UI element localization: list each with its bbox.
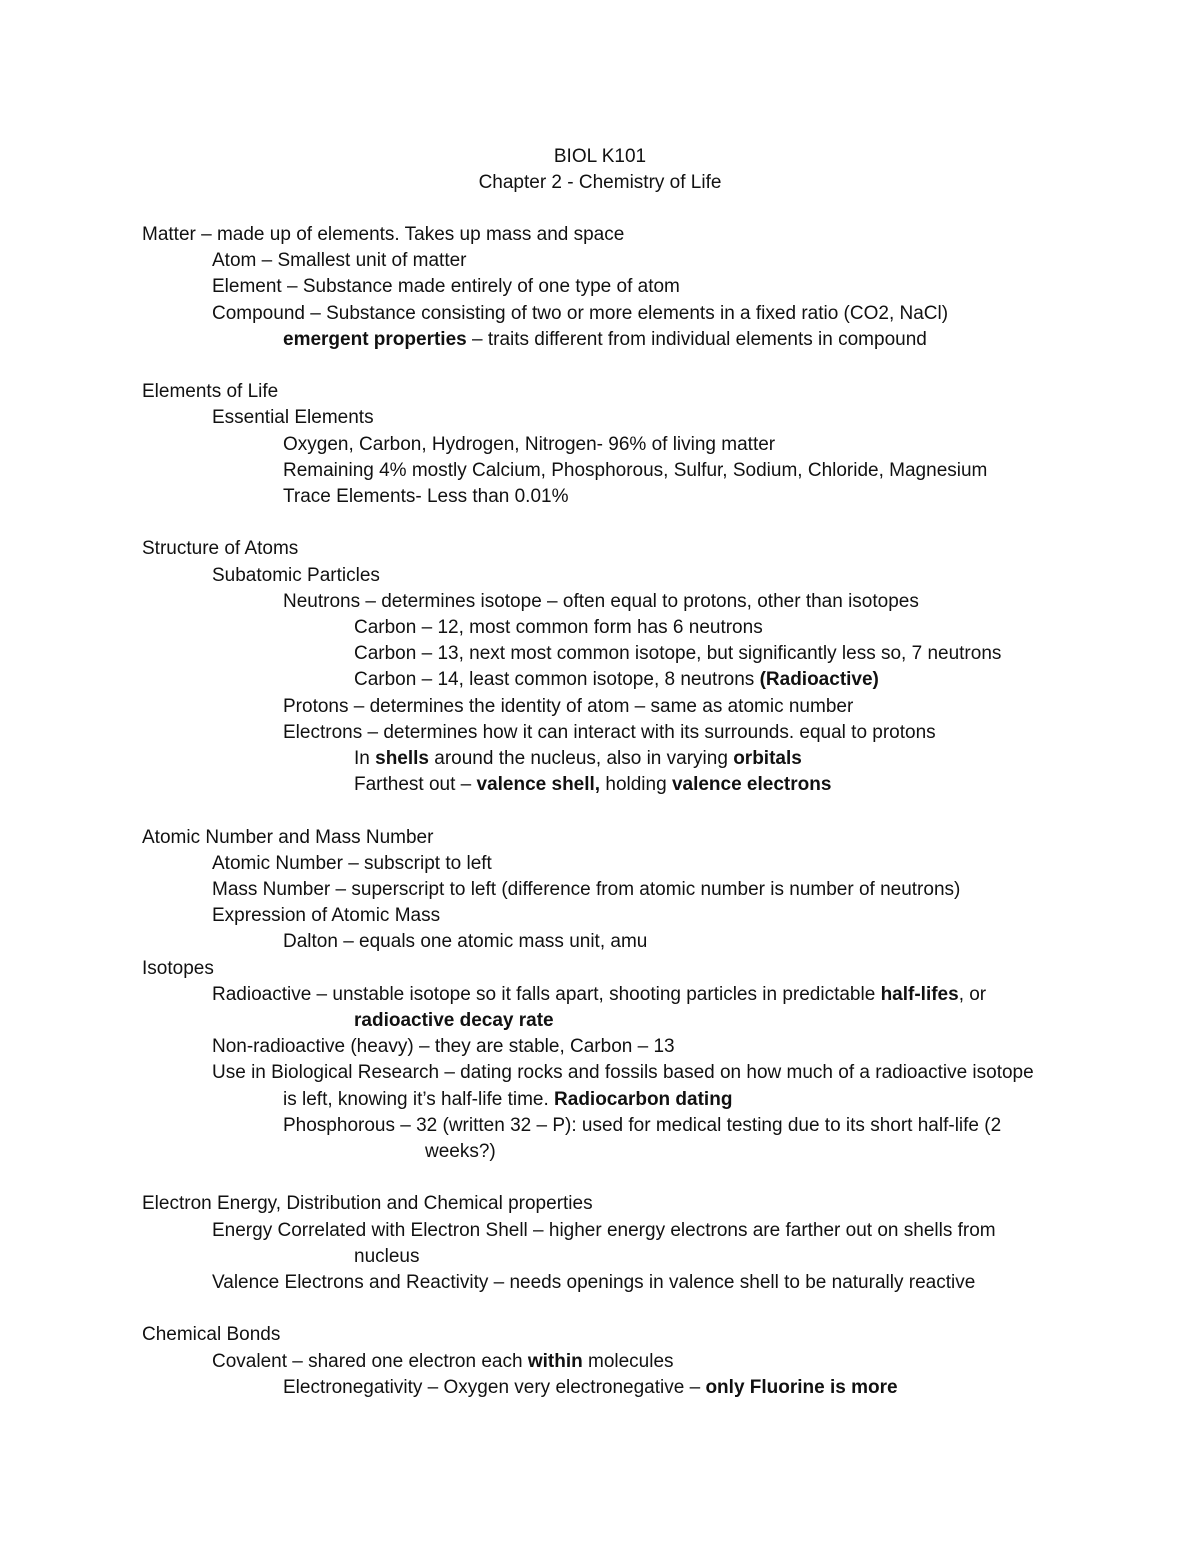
note-text: Chemical Bonds <box>142 1324 281 1345</box>
note-line <box>142 956 214 982</box>
note-text: Atomic Number and Mass Number <box>142 827 434 848</box>
note-line <box>283 1113 1001 1139</box>
note-text: Carbon – 13, next most common isotope, but significantly less so, 7 neutrons <box>354 643 1002 664</box>
bold-term: only Fluorine is more <box>705 1377 898 1398</box>
note-text: Trace Elements- Less than 0.01% <box>283 486 569 507</box>
note-line <box>354 772 831 798</box>
note-line <box>142 379 278 405</box>
chapter-title: Chapter 2 - Chemistry of Life <box>478 172 722 193</box>
note-text: Carbon – 14, least common isotope, 8 neutrons <box>354 669 760 690</box>
note-text: Protons – determines the identity of atom – same as atomic number <box>283 696 854 717</box>
bold-term: orbitals <box>733 748 802 769</box>
note-text: Compound – Substance consisting of two or more elements in a fixed ratio (CO2, NaCl) <box>212 303 949 324</box>
note-text: Phosphorous – 32 (written 32 – P): used for medical testing due to its short half-life (2 <box>283 1115 1002 1136</box>
note-line <box>142 825 433 851</box>
bold-term: (Radioactive) <box>759 669 879 690</box>
note-line <box>142 1322 280 1348</box>
note-text: Essential Elements <box>212 407 374 428</box>
note-text: nucleus <box>354 1246 420 1267</box>
note-text: Farthest out – <box>354 774 477 795</box>
note-text: Matter – made up of elements. Takes up mass and space <box>142 224 625 245</box>
note-line <box>354 1244 420 1270</box>
note-text: around the nucleus, also in varying <box>429 748 734 769</box>
note-text: Oxygen, Carbon, Hydrogen, Nitrogen- 96% of living matter <box>283 434 776 455</box>
note-text: – traits different from individual elements in compound <box>466 329 927 350</box>
note-text: Electrons – determines how it can interact with its surrounds. equal to protons <box>283 722 936 743</box>
note-text: Use in Biological Research – dating rocks and fossils based on how much of a radioactive isotope <box>212 1062 1034 1083</box>
bold-term: valence shell, <box>476 774 601 795</box>
note-text: Radioactive – unstable isotope so it falls apart, shooting particles in predictable <box>212 984 881 1005</box>
note-text: Remaining 4% mostly Calcium, Phosphorous, Sulfur, Sodium, Chloride, Magnesium <box>283 460 988 481</box>
course-title: BIOL K101 <box>553 146 647 167</box>
note-text: Element – Substance made entirely of one type of atom <box>212 276 680 297</box>
note-line <box>425 1139 496 1165</box>
note-text: Electron Energy, Distribution and Chemical properties <box>142 1193 593 1214</box>
note-text: Valence Electrons and Reactivity – needs openings in valence shell to be naturally reactive <box>212 1272 976 1293</box>
note-line <box>354 746 802 772</box>
note-line <box>354 615 763 641</box>
note-text: is left, knowing it’s half-life time. <box>283 1089 555 1110</box>
note-line <box>212 1349 674 1375</box>
bold-term: valence electrons <box>671 774 832 795</box>
note-line <box>212 851 492 877</box>
note-text: , or <box>958 984 987 1005</box>
note-text: Isotopes <box>142 958 214 979</box>
bold-term: half-lifes <box>880 984 959 1005</box>
note-line <box>212 274 680 300</box>
note-text: Mass Number – superscript to left (difference from atomic number is number of neutrons) <box>212 879 961 900</box>
note-line <box>212 1218 996 1244</box>
note-text: Elements of Life <box>142 381 279 402</box>
bold-term: Radiocarbon dating <box>554 1089 733 1110</box>
note-line <box>283 327 927 353</box>
note-line <box>354 641 1001 667</box>
bold-term: radioactive decay rate <box>354 1010 554 1031</box>
note-text: Energy Correlated with Electron Shell – higher energy electrons are farther out on shells from <box>212 1220 996 1241</box>
note-line <box>283 484 569 510</box>
note-text: Covalent – shared one electron each <box>212 1351 528 1372</box>
note-line <box>212 563 380 589</box>
note-text: Electronegativity – Oxygen very electronegative – <box>283 1377 706 1398</box>
note-line <box>212 1270 975 1296</box>
note-line <box>212 903 440 929</box>
note-line <box>212 877 960 903</box>
note-text: In <box>354 748 376 769</box>
note-text: Neutrons – determines isotope – often equal to protons, other than isotopes <box>283 591 919 612</box>
note-line <box>142 222 624 248</box>
note-line <box>283 720 936 746</box>
note-text: molecules <box>582 1351 674 1372</box>
note-text: Non-radioactive (heavy) – they are stable, Carbon – 13 <box>212 1036 675 1057</box>
note-text: Atomic Number – subscript to left <box>212 853 492 874</box>
note-text: Atom – Smallest unit of matter <box>212 250 467 271</box>
note-text: Expression of Atomic Mass <box>212 905 441 926</box>
note-text: Subatomic Particles <box>212 565 380 586</box>
note-line <box>354 1008 554 1034</box>
note-line <box>142 536 298 562</box>
note-text: weeks?) <box>425 1141 496 1162</box>
note-line <box>283 929 647 955</box>
bold-term: shells <box>375 748 429 769</box>
note-line <box>212 248 467 274</box>
bold-term: emergent properties <box>283 329 467 350</box>
note-line <box>212 301 948 327</box>
note-line <box>212 982 986 1008</box>
note-line <box>283 589 919 615</box>
note-line <box>283 1087 732 1113</box>
note-line <box>283 694 853 720</box>
note-line <box>354 667 879 693</box>
note-line <box>283 432 775 458</box>
note-line <box>142 1191 593 1217</box>
note-line <box>212 405 374 431</box>
note-text: Structure of Atoms <box>142 538 299 559</box>
note-text: Carbon – 12, most common form has 6 neutrons <box>354 617 763 638</box>
note-line <box>212 1060 1034 1086</box>
note-line <box>212 1034 675 1060</box>
note-line <box>283 1375 898 1401</box>
bold-term: within <box>527 1351 583 1372</box>
note-text: Dalton – equals one atomic mass unit, amu <box>283 931 648 952</box>
note-line <box>283 458 987 484</box>
note-text: holding <box>600 774 672 795</box>
